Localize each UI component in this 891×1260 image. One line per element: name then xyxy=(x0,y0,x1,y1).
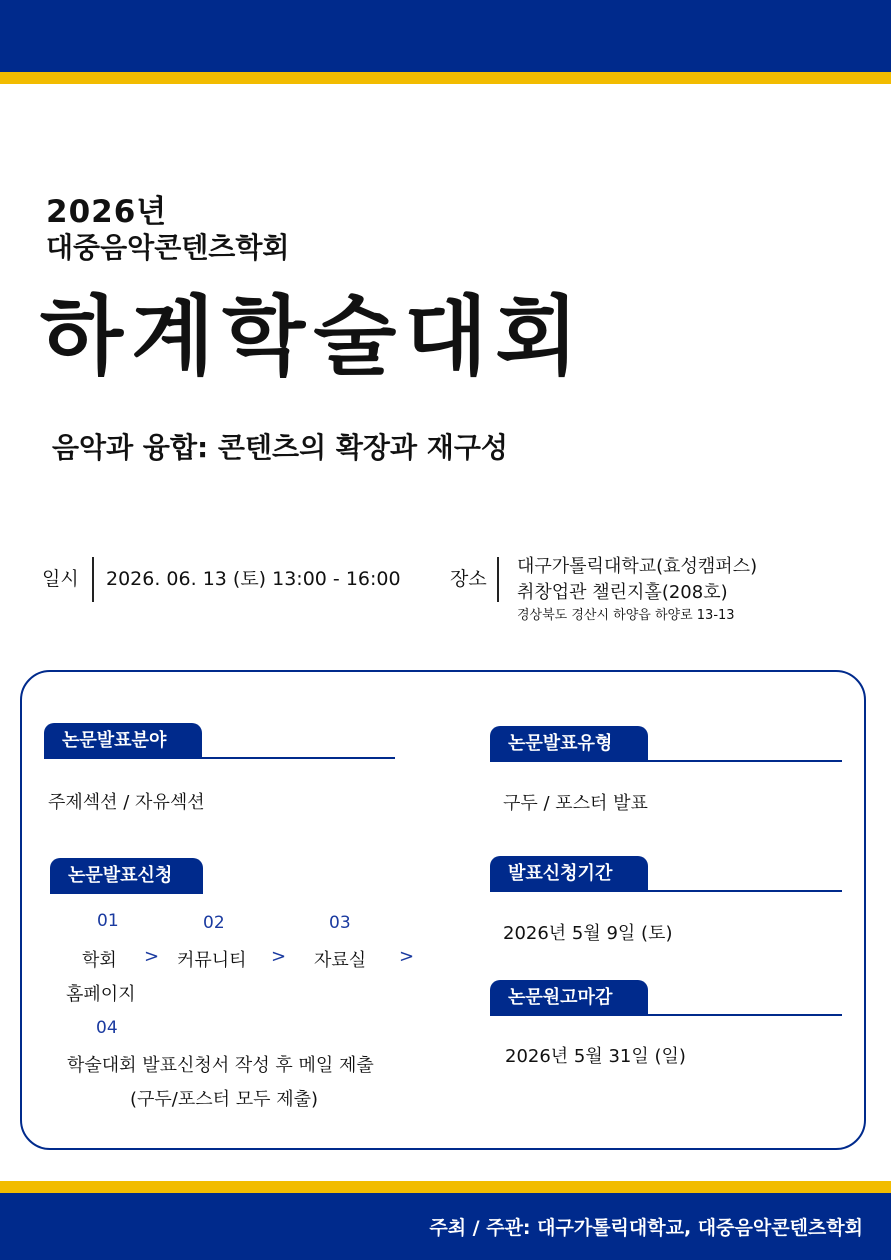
venue-line-2: 취창업관 챌린지홀(208호) xyxy=(517,582,728,603)
venue-label: 장소 xyxy=(450,568,487,590)
step-2-number: 02 xyxy=(203,913,225,933)
date-value: 2026. 06. 13 (토) 13:00 - 16:00 xyxy=(106,568,401,590)
top-accent-stripe xyxy=(0,72,891,84)
step-arrow-2: > xyxy=(271,946,287,967)
top-banner xyxy=(0,0,891,72)
venue-line-1: 대구가톨릭대학교(효성캠퍼스) xyxy=(517,556,758,577)
type-content: 구두 / 포스터 발표 xyxy=(503,793,648,814)
event-year: 2026년 xyxy=(46,194,168,230)
apply-label: 논문발표신청 xyxy=(50,858,203,894)
deadline-underline xyxy=(490,1014,842,1016)
step-3-homepage: 홈페이지 xyxy=(66,984,136,1005)
field-underline xyxy=(44,757,395,759)
venue-divider xyxy=(497,557,499,602)
bottom-accent-stripe xyxy=(0,1181,891,1193)
step-1-text: 학회 xyxy=(82,950,117,971)
step-4-text: 학술대회 발표신청서 작성 후 메일 제출 xyxy=(67,1055,374,1076)
venue-address: 경상북도 경산시 하양읍 하양로 13-13 xyxy=(517,608,735,623)
step-arrow-3: > xyxy=(399,946,415,967)
step-arrow-1: > xyxy=(144,946,160,967)
field-content: 주제섹션 / 자유섹션 xyxy=(48,792,205,813)
footer-organizers: 주최 / 주관: 대구가톨릭대학교, 대중음악콘텐츠학회 xyxy=(429,1217,863,1239)
step-2-text: 커뮤니티 xyxy=(177,950,247,971)
period-label: 발표신청기간 xyxy=(490,856,648,892)
step-3-text: 자료실 xyxy=(314,950,367,971)
deadline-label: 논문원고마감 xyxy=(490,980,648,1016)
step-1-number: 01 xyxy=(97,911,119,931)
period-underline xyxy=(490,890,842,892)
type-underline xyxy=(490,760,842,762)
step-4-number: 04 xyxy=(96,1018,118,1038)
event-subtitle: 음악과 융합: 콘텐츠의 확장과 재구성 xyxy=(52,431,508,464)
date-divider xyxy=(92,557,94,602)
page-title: 하계학술대회 xyxy=(40,287,587,387)
step-4-note: (구두/포스터 모두 제출) xyxy=(130,1089,319,1110)
society-name: 대중음악콘텐츠학회 xyxy=(46,231,290,264)
type-label: 논문발표유형 xyxy=(490,726,648,762)
field-label: 논문발표분야 xyxy=(44,723,202,759)
date-label: 일시 xyxy=(42,568,79,590)
step-3-number: 03 xyxy=(329,913,351,933)
deadline-content: 2026년 5월 31일 (일) xyxy=(505,1046,686,1067)
period-content: 2026년 5월 9일 (토) xyxy=(503,923,673,944)
